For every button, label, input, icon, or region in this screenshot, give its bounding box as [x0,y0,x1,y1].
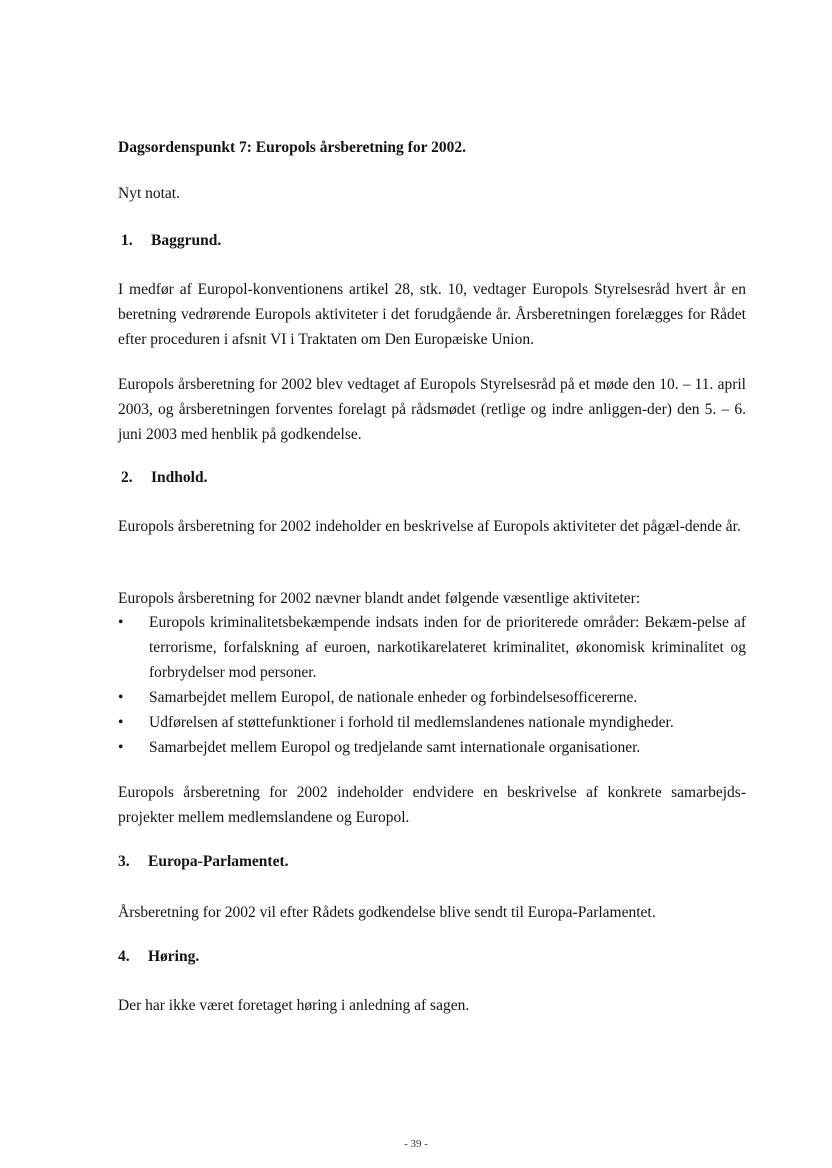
section-number: 4. [118,948,130,965]
section-heading-indhold [121,468,207,488]
section-title: Høring. [148,948,200,965]
section-heading-horing [118,947,199,967]
list-item: • Udførelsen af støttefunktioner i forhold til medlemslandenes nationale myndigheder. [118,710,746,735]
paragraph: Årsberetning for 2002 vil efter Rådets godkendelse blive sendt til Europa-Parlamentet. [118,904,656,921]
section-number: 1. [121,232,133,249]
paragraph: Der har ikke været foretaget høring i anledning af sagen. [118,997,470,1014]
bullet-icon: • [118,614,124,631]
section-number: 2. [121,469,133,486]
section-title: Baggrund. [151,232,222,249]
paragraph: Europols årsberetning for 2002 indeholder endvidere en beskrivelse af konkrete samarbejds-projekter mellem medlemslandene og Europol. [118,784,746,826]
section-number: 3. [118,853,130,870]
paragraph: Europols årsberetning for 2002 nævner blandt andet følgende væsentlige aktiviteter: [118,590,641,607]
section-heading-baggrund [121,231,221,251]
page-title: Dagsordenspunkt 7: Europols årsberetning for 2002. [118,139,466,156]
bullet-icon: • [118,714,124,731]
section-title: Europa-Parlamentet. [148,853,289,870]
document-subtitle: Nyt notat. [118,185,180,202]
bullet-icon: • [118,739,124,756]
bullet-icon: • [118,689,124,706]
list-item: • Samarbejdet mellem Europol, de nationale enheder og forbindelsesofficererne. [118,685,746,710]
section-title: Indhold. [151,469,208,486]
page-number: - 39 - [404,1138,428,1150]
paragraph: Europols årsberetning for 2002 indeholder en beskrivelse af Europols aktiviteter det pågæl-dende år. [118,518,741,535]
section-heading-europa-parlamentet [118,852,288,872]
paragraph: Europols årsberetning for 2002 blev vedtaget af Europols Styrelsesråd på et møde den 10. – 11. april 2003, og årsberetningen forventes forelagt på rådsmødet (retlige og indre anliggen-der) den 5. – 6. juni 2003 med henblik på godkendelse. [118,376,746,443]
activity-list [118,610,746,760]
list-item: • Samarbejdet mellem Europol og tredjelande samt internationale organisationer. [118,735,746,760]
list-item: • Europols kriminalitetsbekæmpende indsats inden for de prioriterede områder: Bekæm-pelse af terrorisme, forfalskning af euroen, narkotikarelateret kriminalitet, økonomisk kriminalitet og forbrydelser mod personer. [118,610,746,685]
paragraph: I medfør af Europol-konventionens artikel 28, stk. 10, vedtager Europols Styrelsesråd hvert år en beretning vedrørende Europols aktiviteter i det forudgående år. Årsberetningen forelægges for Rådet efter proceduren i afsnit VI i Traktaten om Den Europæiske Union. [118,281,746,348]
